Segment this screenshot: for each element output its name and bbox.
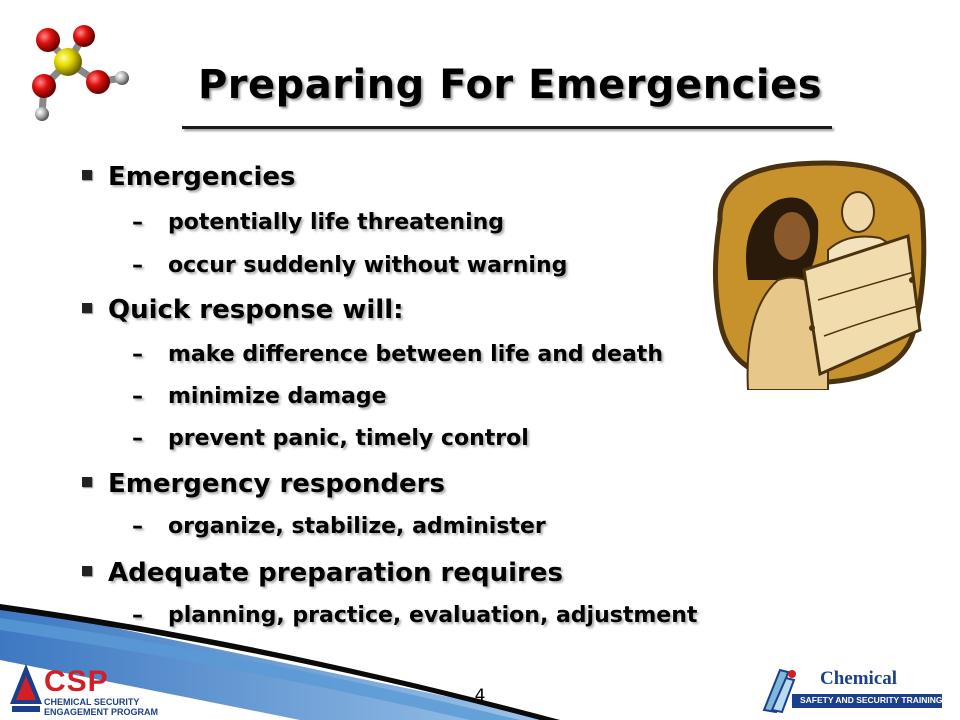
sub-text: planning, practice, evaluation, adjustment: [168, 603, 698, 628]
sub-text: potentially life threatening: [168, 210, 505, 235]
square-bullet-icon: [82, 170, 92, 180]
square-bullet-icon: [82, 477, 92, 487]
csp-subtitle-line1: CHEMICAL SECURITY: [44, 697, 140, 707]
csp-title: CSP: [44, 665, 109, 698]
bullet-item: [82, 469, 445, 499]
sub-text: prevent panic, timely control: [168, 426, 529, 451]
bullet-item: [82, 558, 563, 588]
bullet-text: Emergencies: [108, 162, 296, 192]
csp-emblem-icon: [6, 660, 46, 716]
sub-item: – planning, practice, evaluation, adjustment: [132, 603, 698, 628]
bullet-item: [82, 162, 296, 192]
sub-text: make difference between life and death: [168, 342, 663, 367]
sub-item: – occur suddenly without warning: [132, 253, 568, 278]
bullet-text: Emergency responders: [108, 469, 445, 499]
sub-text: organize, stabilize, administer: [168, 514, 546, 539]
sub-item: – minimize damage: [132, 384, 387, 409]
sub-text: occur suddenly without warning: [168, 253, 568, 278]
bullet-text: Adequate preparation requires: [108, 558, 563, 588]
molecule-icon: [18, 20, 138, 130]
sub-text: minimize damage: [168, 384, 387, 409]
csp-subtitle-line2: ENGAGEMENT PROGRAM: [44, 707, 159, 717]
page-number: 4: [474, 686, 486, 706]
square-bullet-icon: [82, 303, 92, 313]
sub-item: – prevent panic, timely control: [132, 426, 529, 451]
people-with-map-clipart: [708, 160, 928, 390]
chemical-logo-band-text: SAFETY AND SECURITY TRAINING: [800, 695, 943, 705]
title-underline: [182, 126, 832, 129]
sub-item: – potentially life threatening: [132, 210, 505, 235]
square-bullet-icon: [82, 566, 92, 576]
chemical-logo-title: Chemical: [820, 668, 898, 689]
bullet-item: [82, 295, 404, 325]
slide-title: Preparing For Emergencies: [197, 62, 823, 108]
sub-item: – organize, stabilize, administer: [132, 514, 546, 539]
sub-item: – make difference between life and death: [132, 342, 663, 367]
bullet-text: Quick response will:: [108, 295, 404, 325]
